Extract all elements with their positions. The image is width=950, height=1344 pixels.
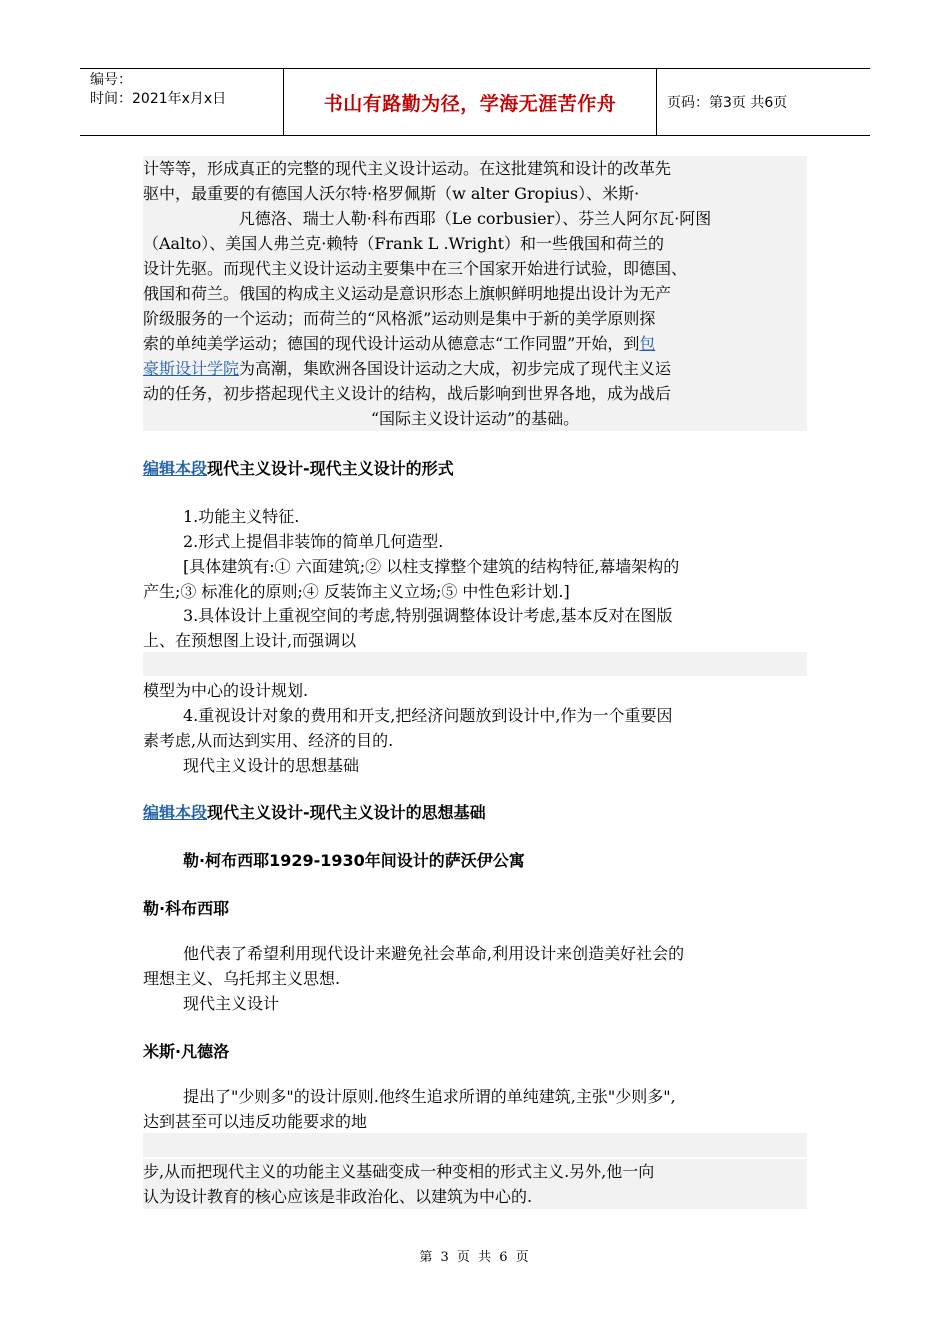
bauhaus-link-start[interactable]: 包 [639,334,656,353]
image-caption-text: 现代主义设计的思想基础 [183,756,360,775]
shaded-spacer [143,1133,807,1157]
header-page-number: 页码：第3页 共6页 [667,95,788,111]
intro-line [143,331,807,356]
bauhaus-link[interactable]: 豪斯设计学院 [143,359,240,378]
form-detail-line: [具体建筑有:① 六面建筑;② 以柱支撑整个建筑的结构特征,幕墙架构的 [183,557,680,576]
corbusier-text: 理想主义、乌托邦主义思想. [143,969,341,988]
intro-line: 驱中，最重要的有德国人沃尔特·格罗佩斯（w alter Gropius）、米斯· [143,184,640,203]
section-heading-form [143,456,454,479]
intro-line [143,356,807,381]
header-date: 时间：2021年x月x日 [90,91,227,107]
intro-line: “国际主义设计运动”的基础。 [370,409,580,428]
form-item-3-end: 模型为中心的设计规划. [143,681,309,700]
page-header [80,68,870,136]
intro-line: 计等等，形成真正的完整的现代主义设计运动。在这批建筑和设计的改革先 [143,159,672,178]
subheading-mies: 米斯·凡德洛 [143,1042,230,1061]
section-title: 现代主义设计-现代主义设计的形式 [207,459,454,478]
intro-line: 俄国和荷兰。俄国的构成主义运动是意识形态上旗帜鲜明地提出设计为无产 [143,284,672,303]
mies-text: 达到甚至可以违反功能要求的地 [143,1112,368,1131]
page-footer: 第 3 页 共 6 页 [419,1250,531,1265]
form-item-2: 2.形式上提倡非装饰的简单几何造型. [183,532,444,551]
intro-line-text: 索的单纯美学运动；德国的现代设计运动从德意志“工作同盟”开始，到 [143,334,640,353]
intro-line: 动的任务，初步搭起现代主义设计的结构，战后影响到世界各地，成为战后 [143,384,672,403]
corbusier-text: 他代表了希望利用现代设计来避免社会革命,利用设计来创造美好社会的 [183,944,685,963]
intro-line: 设计先驱。而现代主义设计运动主要集中在三个国家开始进行试验，即德国、 [143,259,688,278]
image-caption-text: 现代主义设计 [183,994,280,1013]
section-heading-thought [143,800,486,823]
mies-text-block [143,1159,807,1209]
image-caption: 勒·柯布西耶1929-1930年间设计的萨沃伊公寓 [183,851,525,870]
form-detail-line: 产生;③ 标准化的原则;④ 反装饰主义立场;⑤ 中性色彩计划.] [143,582,570,601]
section-title: 现代主义设计-现代主义设计的思想基础 [207,803,486,822]
form-item-4-cont: 素考虑,从而达到实用、经济的目的. [143,731,394,750]
intro-paragraph [143,156,807,431]
form-item-4: 4.重视设计对象的费用和开支,把经济问题放到设计中,作为一个重要因 [183,706,673,725]
header-meta [80,69,283,135]
intro-line: 凡德洛、瑞士人勒·科布西耶（Le corbusier）、芬兰人阿尔瓦·阿图 [238,209,712,228]
shaded-spacer [143,652,807,676]
edit-section-link[interactable]: 编辑本段 [143,803,208,822]
mies-text: 认为设计教育的核心应该是非政治化、以建筑为中心的. [143,1187,533,1206]
edit-section-link[interactable]: 编辑本段 [143,459,208,478]
form-item-3-cont: 上、在预想图上设计,而强调以 [143,631,357,650]
intro-line: 阶级服务的一个运动；而荷兰的“风格派”运动则是集中于新的美学原则探 [143,309,656,328]
form-item-1: 1.功能主义特征. [183,507,300,526]
subheading-corbusier: 勒·科布西耶 [143,899,230,918]
intro-line-text: 为高潮，集欧洲各国设计运动之大成，初步完成了现代主义运 [239,359,672,378]
intro-line: （Aalto）、美国人弗兰克·赖特（Frank L .Wright）和一些俄国和荷兰的 [143,234,665,253]
header-number: 编号： [90,72,132,88]
header-motto: 书山有路勤为径，学海无涯苦作舟 [283,69,657,135]
mies-text: 提出了"少则多"的设计原则.他终生追求所谓的单纯建筑,主张"少则多", [183,1087,676,1106]
form-item-3: 3.具体设计上重视空间的考虑,特别强调整体设计考虑,基本反对在图版 [183,606,673,625]
mies-text: 步,从而把现代主义的功能主义基础变成一种变相的形式主义.另外,他一向 [143,1162,655,1181]
